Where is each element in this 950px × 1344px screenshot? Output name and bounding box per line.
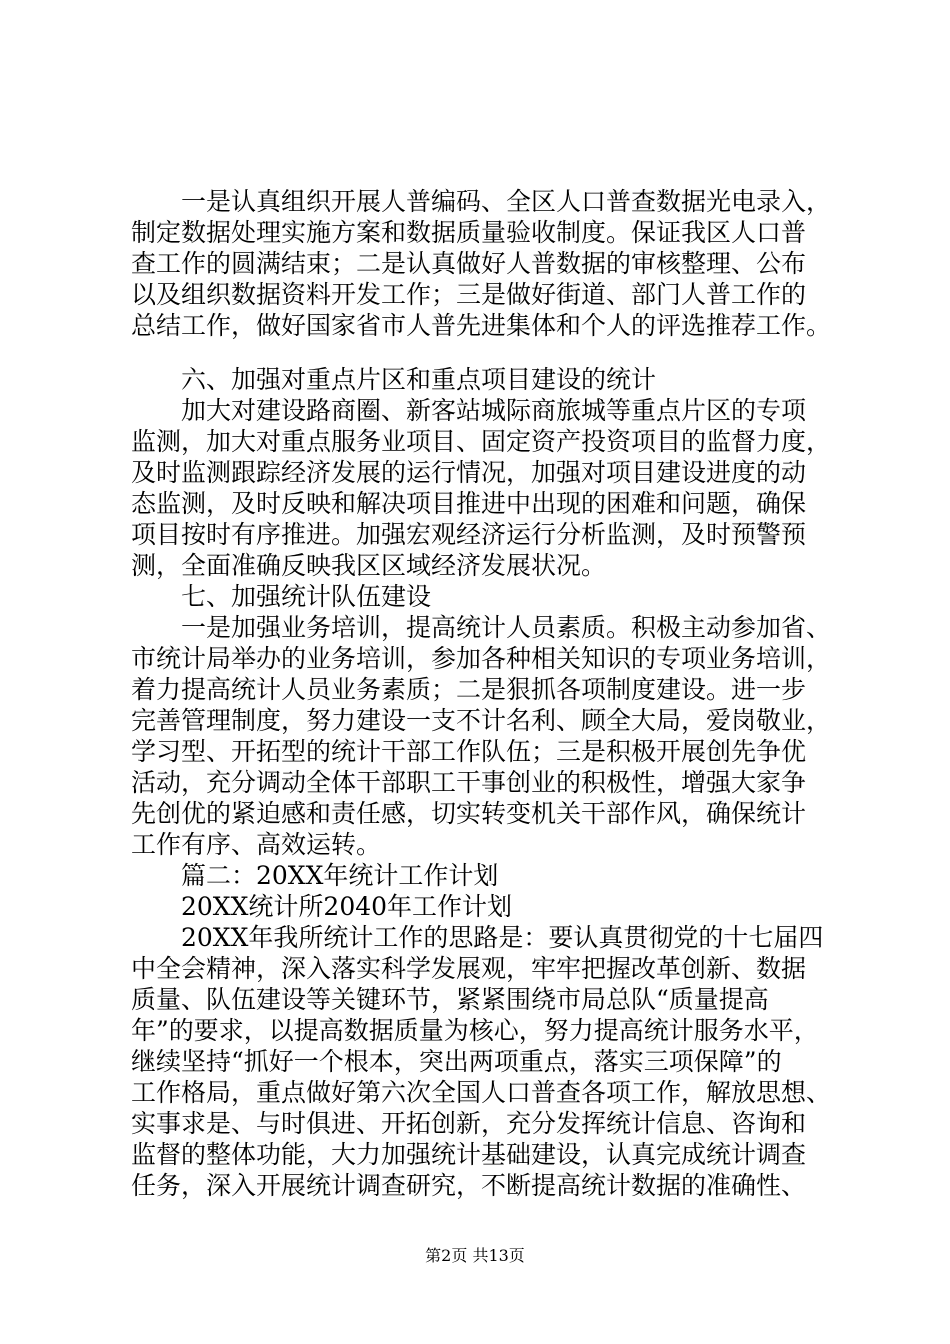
page-footer: 第2页 共13页 xyxy=(425,1246,525,1265)
body-text-line: 测，全面准确反映我区区域经济发展状况。 xyxy=(131,551,607,580)
body-text-line: 加大对建设路商圈、新客站城际商旅城等重点片区的专项 xyxy=(131,396,807,425)
body-text-line: 任务，深入开展统计调查研究，不断提高统计数据的准确性、 xyxy=(131,1171,807,1200)
body-text-line: 监测，加大对重点服务业项目、固定资产投资项目的监督力度， xyxy=(131,427,832,456)
body-text-line: 总结工作，做好国家省市人普先进集体和个人的评选推荐工作。 xyxy=(131,311,832,340)
body-text-line: 完善管理制度，努力建设一支不计名利、顾全大局，爱岗敬业， xyxy=(131,706,832,735)
body-text-line: 20XX年我所统计工作的思路是：要认真贯彻党的十七届四 xyxy=(131,923,824,952)
body-text-line: 以及组织数据资料开发工作；三是做好街道、部门人普工作的 xyxy=(131,280,807,309)
body-text-line: 市统计局举办的业务培训，参加各种相关知识的专项业务培训， xyxy=(131,644,832,673)
body-text-line: 先创优的紧迫感和责任感，切实转变机关干部作风，确保统计 xyxy=(131,799,807,828)
body-text-line: 监督的整体功能，大力加强统计基础建设，认真完成统计调查 xyxy=(131,1140,807,1169)
body-text-line: 工作有序、高效运转。 xyxy=(131,830,382,859)
body-text-line: 着力提高统计人员业务素质；二是狠抓各项制度建设。进一步 xyxy=(131,675,807,704)
body-text-line: 项目按时有序推进。加强宏观经济运行分析监测，及时预警预 xyxy=(131,520,807,549)
section-heading: 七、加强统计队伍建设 xyxy=(131,582,432,611)
body-text-line: 实事求是、与时俱进、开拓创新，充分发挥统计信息、咨询和 xyxy=(131,1109,807,1138)
section-heading: 20XX统计所2040年工作计划 xyxy=(131,892,513,921)
body-text-line: 态监测，及时反映和解决项目推进中出现的困难和问题，确保 xyxy=(131,489,807,518)
body-text-line: 一是加强业务培训，提高统计人员素质。积极主动参加省、 xyxy=(131,613,832,642)
body-text-line: 制定数据处理实施方案和数据质量验收制度。保证我区人口普 xyxy=(131,218,807,247)
body-text-line: 活动，充分调动全体干部职工干事创业的积极性，增强大家争 xyxy=(131,768,807,797)
section-heading: 六、加强对重点片区和重点项目建设的统计 xyxy=(131,365,657,394)
body-text-line: 工作格局，重点做好第六次全国人口普查各项工作，解放思想、 xyxy=(131,1078,832,1107)
body-text-line: 一是认真组织开展人普编码、全区人口普查数据光电录入， xyxy=(131,187,832,216)
section-heading: 篇二：20XX年统计工作计划 xyxy=(131,861,499,890)
body-text-line: 查工作的圆满结束；二是认真做好人普数据的审核整理、公布 xyxy=(131,249,807,278)
body-text-line: 及时监测跟踪经济发展的运行情况，加强对项目建设进度的动 xyxy=(131,458,807,487)
body-text-line: 学习型、开拓型的统计干部工作队伍；三是积极开展创先争优 xyxy=(131,737,807,766)
body-text-line: 中全会精神，深入落实科学发展观，牢牢把握改革创新、数据 xyxy=(131,954,807,983)
body-text-line: 质量、队伍建设等关键环节，紧紧围绕市局总队“质量提高 xyxy=(131,985,769,1014)
body-text-line: 继续坚持“抓好一个根本，突出两项重点，落实三项保障”的 xyxy=(131,1047,782,1076)
body-text-line: 年”的要求，以提高数据质量为核心，努力提高统计服务水平， xyxy=(131,1016,819,1045)
